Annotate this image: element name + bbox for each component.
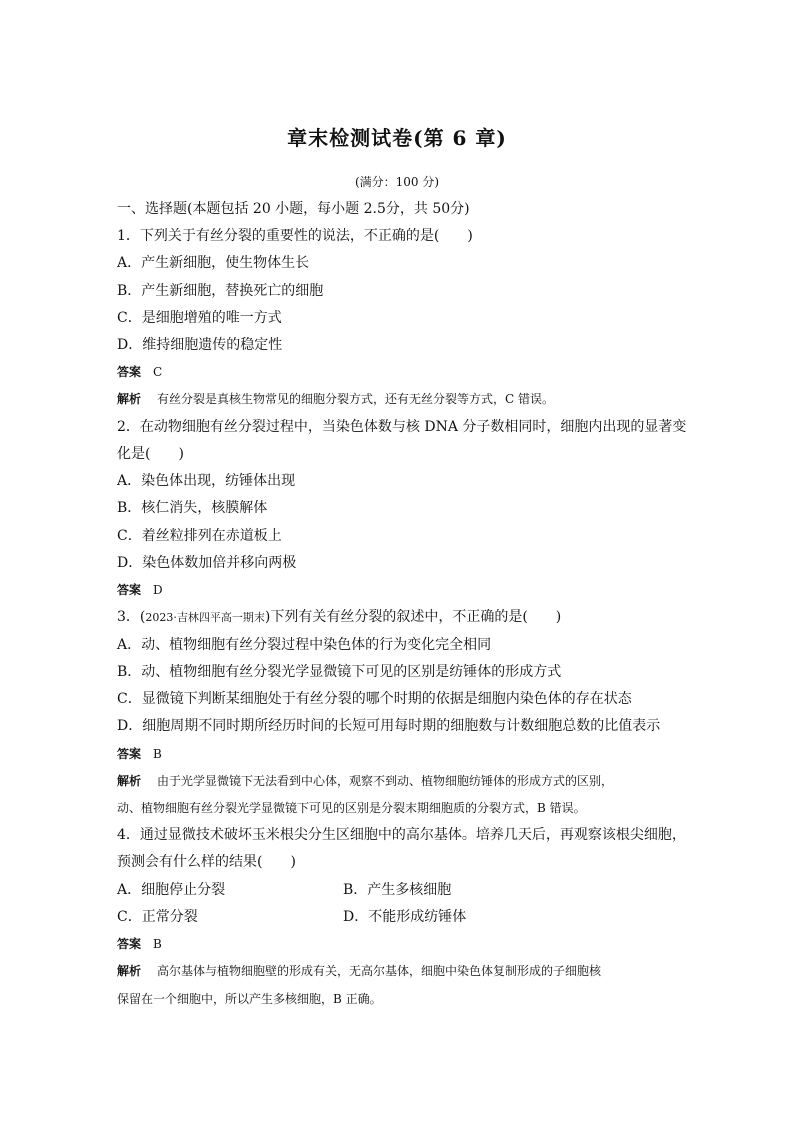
q4-explanation-text1: 高尔基体与植物细胞壁的形成有关，无高尔基体，细胞中染色体复制形成的子细胞核 xyxy=(157,964,602,978)
explanation-label: 解析 xyxy=(117,392,142,406)
q2-stem-line1: 2．在动物细胞有丝分裂过程中，当染色体数与核 DNA 分子数相同时，细胞内出现的显著变 xyxy=(117,419,687,435)
q1-option-c: C．是细胞增殖的唯一方式 xyxy=(117,310,282,326)
q3-source: 2023·吉林四平高一期末 xyxy=(145,611,265,624)
q1-stem: 1．下列关于有丝分裂的重要性的说法，不正确的是( ) xyxy=(117,228,473,244)
q1-answer xyxy=(117,363,162,381)
answer-label: 答案 xyxy=(117,937,142,951)
q4-option-b: B．产生多核细胞 xyxy=(343,882,452,898)
q1-option-d: D．维持细胞遗传的稳定性 xyxy=(117,337,283,353)
q4-answer xyxy=(117,935,162,953)
q3-stem-prefix: 3．( xyxy=(117,609,146,625)
q3-answer-value: B xyxy=(153,747,162,761)
q3-answer xyxy=(117,745,162,763)
answer-label: 答案 xyxy=(117,583,142,597)
q4-explanation-line2: 保留在一个细胞中，所以产生多核细胞，B 正确。 xyxy=(117,992,382,1006)
q3-option-b: B．动、植物细胞有丝分裂光学显微镜下可见的区别是纺锤体的形成方式 xyxy=(117,664,562,680)
q3-option-c: C．显微镜下判断某细胞处于有丝分裂的哪个时期的依据是细胞内染色体的存在状态 xyxy=(117,691,632,707)
q3-option-d: D．细胞周期不同时期所经历时间的长短可用每时期的细胞数与计数细胞总数的比值表示 xyxy=(117,718,661,734)
q3-explanation-line2: 动、植物细胞有丝分裂光学显微镜下可见的区别是分裂末期细胞质的分裂方式，B 错误。 xyxy=(117,801,586,815)
explanation-label: 解析 xyxy=(117,964,142,978)
q1-explanation-text: 有丝分裂是真核生物常见的细胞分裂方式，还有无丝分裂等方式，C 错误。 xyxy=(157,392,555,406)
q2-option-c: C．着丝粒排列在赤道板上 xyxy=(117,528,282,544)
q3-stem-suffix: )下列有关有丝分裂的叙述中，不正确的是( ) xyxy=(264,609,562,625)
explanation-label: 解析 xyxy=(117,774,142,788)
q1-option-b: B．产生新细胞，替换死亡的细胞 xyxy=(117,283,324,299)
q4-explanation-line1 xyxy=(117,962,601,980)
q1-explanation xyxy=(117,390,554,408)
q2-option-a: A．染色体出现，纺锤体出现 xyxy=(117,473,296,489)
q4-answer-value: B xyxy=(153,937,162,951)
answer-label: 答案 xyxy=(117,747,142,761)
section-heading: 一、选择题(本题包括 20 小题，每小题 2.5分，共 50分) xyxy=(117,201,470,217)
q2-answer-value: D xyxy=(153,583,163,597)
q2-stem-line2: 化是( ) xyxy=(117,446,184,462)
score-note: (满分：100 分) xyxy=(354,175,440,189)
q4-stem-line1: 4．通过显微技术破坏玉米根尖分生区细胞中的高尔基体。培养几天后，再观察该根尖细胞， xyxy=(117,827,686,843)
q4-option-c: C．正常分裂 xyxy=(117,909,198,925)
q1-answer-value: C xyxy=(153,365,163,379)
q4-option-a: A．细胞停止分裂 xyxy=(117,882,226,898)
q3-stem xyxy=(117,608,561,627)
q2-answer xyxy=(117,581,163,599)
answer-label: 答案 xyxy=(117,365,142,379)
q4-option-d: D．不能形成纺锤体 xyxy=(343,909,467,925)
q2-option-d: D．染色体数加倍并移向两极 xyxy=(117,555,297,571)
q3-explanation-line1 xyxy=(117,772,613,790)
page-title: 章末检测试卷(第 6 章) xyxy=(287,126,507,150)
q4-stem-line2: 预测会有什么样的结果( ) xyxy=(117,854,296,870)
q3-option-a: A．动、植物细胞有丝分裂过程中染色体的行为变化完全相同 xyxy=(117,637,492,653)
q2-option-b: B．核仁消失，核膜解体 xyxy=(117,500,268,516)
q3-explanation-text1: 由于光学显微镜下无法看到中心体，观察不到动、植物细胞纺锤体的形成方式的区别， xyxy=(157,774,614,788)
q1-option-a: A．产生新细胞，使生物体生长 xyxy=(117,255,310,271)
